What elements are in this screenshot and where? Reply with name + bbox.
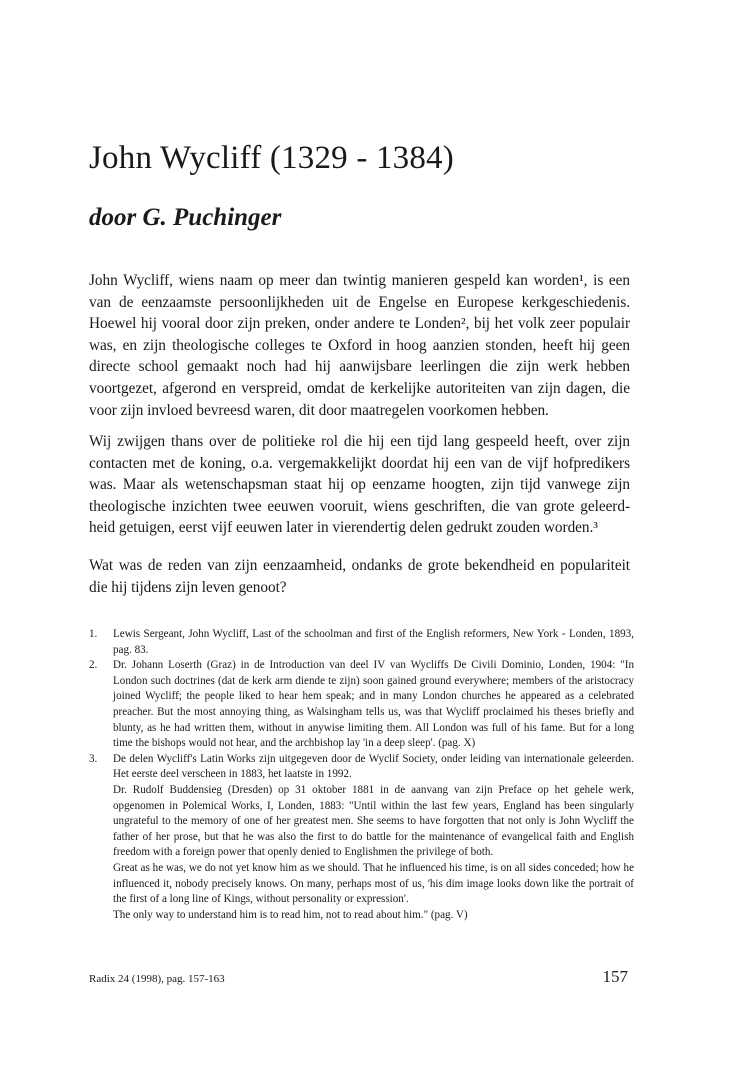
text-line: die hij tijdens zijn leven genoot? (89, 578, 287, 596)
footnote-text: Lewis Sergeant, John Wycliff, Last of the schoolman and first of the English reformers, New York - Londen, 1893, pag. 83. (113, 628, 634, 656)
body-paragraph-1 (89, 270, 630, 421)
text-line: voor zijn invloed bevreesd waren, dit door maatregelen voorkomen hebben. (89, 401, 549, 419)
text-line: was, en zijn theologische colleges te Oxford in hoog aanzien stonden, heeft hij geen (89, 336, 630, 354)
footnote-text: Dr. Rudolf Buddensieg (Dresden) op 31 oktober 1881 in de aanvang van zijn Preface op het gehele werk, opgenomen in Polemical Works, I, Londen, 1883: "Until within the last few years, England has been singularly ungrateful to the memory of one of her greatest men. She seems to have forgotten that not only is John Wycliff the father of her prose, but that he was also the first to do battle for the maintenance of evangelical faith and English freedom with a foreign power that openly denied to Englishmen the privilege of both. (113, 783, 634, 859)
footnote-number: 2. (89, 659, 98, 672)
text-line: was. Maar als wetenschapsman staat hij op eenzame hoogten, zijn tijd vanwege zijn (89, 476, 630, 494)
footnote-text: Great as he was, we do not yet know him as we should. That he influenced his time, is on all sides conceded; how he influenced it, nobody precisely knows. On many, perhaps most of us, 'his dim image looks down like the portrait of the first of a long line of Kings, without personality or expression'. (113, 861, 634, 906)
journal-citation: Radix 24 (1998), pag. 157-163 (89, 973, 225, 985)
text-line: Wij zwijgen thans over de politieke rol die hij een tijd lang gespeeld heeft, over zijn (89, 433, 630, 450)
article-author: door G. Puchinger (89, 204, 282, 231)
text-line: heid getuigen, eerst vijf eeuwen later in vierendertig delen gedrukt zouden worden.³ (89, 519, 598, 537)
text-line: van de eenzaamste persoonlijkheden uit de Engelse en Europese kerkgeschiedenis. (89, 293, 630, 311)
footnote-text: Dr. Johann Loserth (Graz) in de Introduction van deel IV van Wycliffs De Civili Dominio, Londen, 1904: "In London such doctrines (dat de kerk arm diende te zijn) soon gained ground everywhere; members of the aristocracy joined Wycliff; the people liked to hear hem speak; and in many London churches he appeared as a celebrated preacher. But the most annoying thing, as Walsingham tells us, was that Wycliff proclaimed his theses briefly and blunty, as he had written them, without in anywise limiting them. All London was full of his fame. But for a long time the bishops would not hear, and the archbishop lay 'in a deep sleep'. (pag. X) (113, 659, 634, 750)
footnote-1 (89, 627, 634, 658)
footnote-2 (89, 658, 634, 752)
text-line: directe school gemaakt noch had hij aanwijsbare leerlingen die zijn werk hebben (89, 358, 630, 376)
text-line: Hoewel hij vooral door zijn preken, onder andere te Londen², bij het volk zeer populair (89, 315, 630, 333)
footnote-text: De delen Wycliff's Latin Works zijn uitgegeven door de Wyclif Society, onder leiding van internationale geleerden. Het eerste deel verscheen in 1883, het laatste in 1992. (113, 752, 634, 781)
body-paragraph-2 (89, 431, 630, 539)
text-line: theologische inzichten twee eeuwen vooruit, wiens geschriften, die van grote geleerd- (89, 497, 630, 515)
footnote-3 (89, 752, 634, 924)
footnote-text: The only way to understand him is to read him, not to read about him." (pag. V) (113, 908, 468, 921)
footnote-number: 3. (89, 752, 98, 765)
text-line: John Wycliff, wiens naam op meer dan twintig manieren gespeld kan worden¹, is een (89, 272, 630, 289)
body-paragraph-3 (89, 555, 630, 598)
text-line: Wat was de reden van zijn eenzaamheid, ondanks de grote bekendheid en populariteit (89, 557, 630, 574)
text-line: voortgezet, afgerond en verspreid, omdat de kerkelijke autoriteiten van zijn dagen, die (89, 379, 630, 397)
page-number: 157 (602, 967, 628, 986)
footnote-number: 1. (89, 628, 98, 640)
article-title: John Wycliff (1329 - 1384) (89, 140, 454, 176)
text-line: contacten met de koning, o.a. vergemakkelijkt doordat hij een van de vijf hofpredikers (89, 454, 630, 472)
footnotes (89, 627, 634, 923)
